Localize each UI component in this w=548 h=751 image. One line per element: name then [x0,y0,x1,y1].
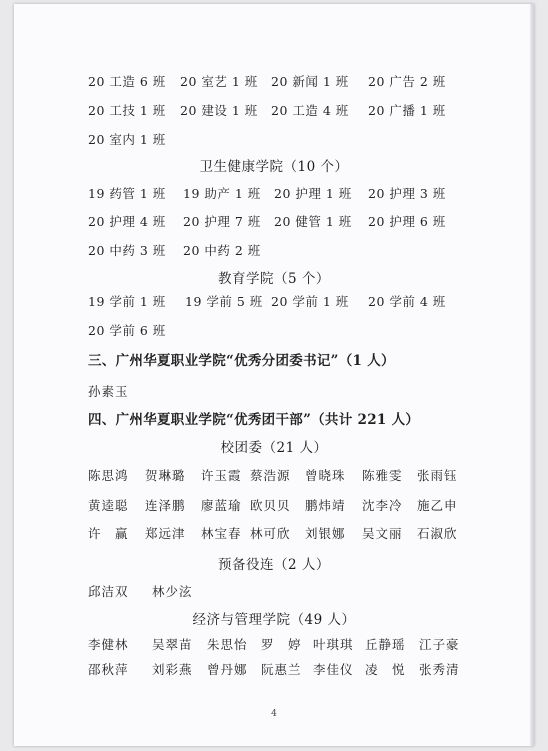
person-name: 郑远津 [145,526,186,541]
person-name: 施乙申 [417,498,458,513]
person-name: 江子豪 [419,637,460,652]
person-name: 许玉霞 [201,468,242,483]
class-entry: 20 工造 4 班 [271,103,349,118]
class-entry: 20 中药 2 班 [183,243,261,258]
person-name: 丘静瑶 [365,637,406,652]
class-entry: 20 中药 3 班 [88,243,166,258]
person-name: 林可欣 [250,526,291,541]
person-name: 李佳仪 [313,662,354,677]
person-name: 叶琪琪 [313,637,354,652]
class-entry: 19 学前 5 班 [185,294,263,309]
page-number: 4 [271,709,277,719]
section-heading-3: 三、广州华夏职业学院“优秀分团委书记”（1 人） [88,353,395,369]
person-name: 贺琳璐 [145,468,186,483]
person-name: 鹏炜靖 [305,498,346,513]
class-entry: 20 护理 7 班 [183,214,261,229]
person-name: 吴翠苗 [152,637,193,652]
person-name: 孙素玉 [88,384,129,399]
person-name: 曾晓珠 [305,468,346,483]
person-name: 黄逵聪 [88,498,129,513]
person-name: 连泽鹏 [145,498,186,513]
college-heading-education: 教育学院（5 个） [218,271,330,287]
group-heading-reserve: 预备役连（2 人） [218,557,330,573]
class-entry: 19 助产 1 班 [183,186,261,201]
person-name: 李健林 [88,637,129,652]
person-name: 张秀清 [419,662,460,677]
class-entry: 20 室内 1 班 [88,132,166,147]
person-name: 刘银娜 [305,526,346,541]
person-name: 许 赢 [88,526,129,541]
class-entry: 19 药管 1 班 [88,186,166,201]
class-entry: 19 学前 1 班 [88,294,166,309]
person-name: 廖蓝瑜 [201,498,242,513]
class-entry: 20 护理 6 班 [368,214,446,229]
group-heading-league: 校团委（21 人） [220,440,328,456]
class-entry: 20 工技 1 班 [88,103,166,118]
class-entry: 20 广播 1 班 [368,103,446,118]
person-name: 陈思鸿 [88,468,129,483]
document-page [14,4,534,746]
person-name: 朱思怡 [207,637,248,652]
person-name: 张雨钰 [417,468,458,483]
class-entry: 20 护理 4 班 [88,214,166,229]
person-name: 沈李冷 [362,498,403,513]
person-name: 欧贝贝 [250,498,291,513]
person-name: 陈雅雯 [362,468,403,483]
person-name: 林宝春 [201,526,242,541]
group-heading-economics: 经济与管理学院（49 人） [192,612,356,628]
person-name: 邱洁双 [88,584,129,599]
person-name: 罗 婷 [261,637,302,652]
person-name: 刘彩燕 [152,662,193,677]
class-entry: 20 护理 1 班 [274,186,352,201]
college-heading-health: 卫生健康学院（10 个） [199,159,349,175]
class-entry: 20 室艺 1 班 [180,74,258,89]
person-name: 石淑欣 [417,526,458,541]
person-name: 曾丹娜 [207,662,248,677]
class-entry: 20 广告 2 班 [368,74,446,89]
class-entry: 20 护理 3 班 [368,186,446,201]
class-entry: 20 学前 1 班 [271,294,349,309]
class-entry: 20 工造 6 班 [88,74,166,89]
person-name: 邵秋萍 [88,662,129,677]
person-name: 阮惠兰 [261,662,302,677]
section-heading-4: 四、广州华夏职业学院“优秀团干部”（共计 221 人） [88,412,420,428]
person-name: 凌 悦 [365,662,406,677]
class-entry: 20 健管 1 班 [274,214,352,229]
class-entry: 20 学前 4 班 [368,294,446,309]
class-entry: 20 建设 1 班 [180,103,258,118]
class-entry: 20 学前 6 班 [88,323,166,338]
person-name: 蔡浩源 [250,468,291,483]
person-name: 吴文丽 [362,526,403,541]
person-name: 林少泫 [152,584,193,599]
class-entry: 20 新闻 1 班 [271,74,349,89]
